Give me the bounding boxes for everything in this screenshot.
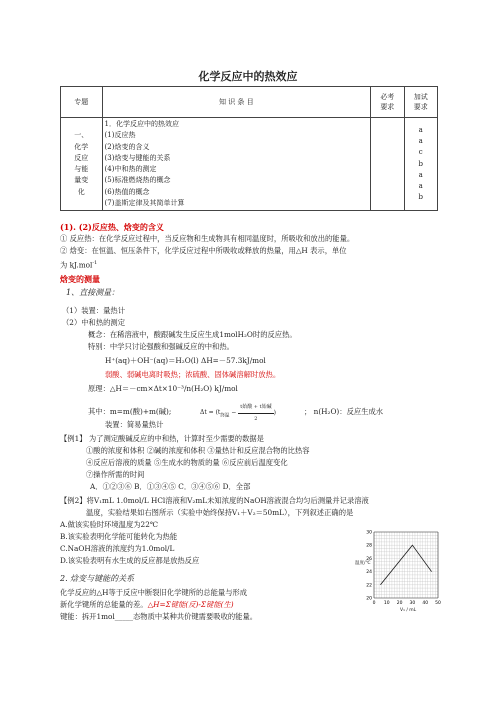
device-line: （1）装置：量热计 [62,306,126,315]
example-2-line-2: 温度，实验结果如右图所示（实验中始终保持V₁＋V₂＝50mL），下列叙述正确的是 [86,508,354,517]
option-c: C.NaOH溶液的浓度约为1.0mol/L [60,544,175,553]
bond-energy-p3: 键能：拆开1mol_____态物质中某种共价键需要吸收的能量。 [60,612,258,621]
page-title: 化学反应中的热效应 [198,70,298,83]
x-tick-label: 50 [435,601,441,606]
example-1-line-1: ①酸的浓度和体积 ②碱的浓度和体积 ③量热计和反应混合物的比热容 [86,446,310,455]
chart-grid [374,532,438,598]
temperature-chart [352,526,444,616]
example-1-line-2: ④反应后溶液的质量 ⑤生成水的物质的量 ⑥反应前后温度变化 [86,458,288,467]
syllabus-table [60,86,438,211]
ionic-equation: H⁺(aq)＋OH⁻(aq)＝H₂O(l) ΔH=－57.3kJ/mol [105,356,266,365]
note-line: 弱酸、弱碱电离时吸热；浓硫酸、固体碱溶解时放热。 [105,370,281,379]
y-tick-label: 20 [366,596,372,602]
paragraph-enthalpy: ② 焓变：在恒温、恒压条件下，化学反应过程中所吸收或释放的热量，用△H 表示，单位 [60,246,347,255]
special-line: 特别：中学只讨论强酸和强碱反应的中和热。 [88,342,234,351]
items-cell: 1．化学反应中的热效应 (1)反应热 (2)焓变的含义 (3)焓变与键能的关系 (4)中和热的测定 (5)标准燃烧热的概念 (6)热值的概念 (7)盖斯定律及其简单计算 [102,118,371,211]
where-line: 其中：m=m(酸)+m(碱); [88,407,172,416]
bond-energy-p1: 化学反应的△H等于反应中断裂旧化学键所的总能量与形成 [60,588,248,597]
col-items-header: 知 识 条 目 [102,87,371,118]
topic-cell: 一、 化学 反应 与能 量变 化 [61,118,103,211]
example-1: 【例1】 为了测定酸碱反应的中和热，计算时至少需要的数据是 [60,434,264,443]
example-2: 【例2】将V₁mL 1.0mol/L HCl溶液和V₂mL未知浓度的NaOH溶液混合均匀后测量并记录溶液 [60,496,369,505]
neutral-heat-line: （2）中和热的测定 [62,318,126,327]
chart-x-axis-label: V₁ / mL [400,608,417,613]
chart-y-axis-label: 温度/℃ [355,561,371,566]
example-1-options: A．①②③⑥ B．①③④⑤ C．③④⑤⑥ D．全部 [90,482,251,491]
concept-line: 概念：在稀溶液中，酸跟碱发生反应生成1molH₂O时的反应热。 [88,330,297,339]
x-tick-label: 40 [422,601,429,606]
option-a: A.做该实验时环境温度为22℃ [60,520,159,529]
x-tick-label: 0 [372,601,376,606]
principle-line: 原理：△H＝－cm×Δt×10⁻³/n(H₂O) kJ/mol [88,384,238,393]
delta-t-formula: $\Delta t = (t_{终温}$ − t始酸 + t始碱 2 ) [200,404,276,422]
bond-energy-p2: 新化学键所的总能量的差。△H=Σ键能(反)-Σ键能(生) [60,600,234,609]
y-tick-label: 22 [366,583,372,589]
y-tick-label: 26 [366,556,372,562]
paragraph-enthalpy-unit: 为 kJ.mol$^{-1}$ [60,260,98,270]
option-d: D.该实验表明有水生成的反应都是放热反应 [60,556,200,565]
paragraph-reaction-heat: ① 反应热：在化学反应过程中，当反应物和生成物具有相同温度时，所吸收和放出的能量。 [60,234,355,243]
chart-ticks [366,530,441,607]
subheading-direct: 1、直接测量： [66,288,120,297]
x-tick-label: 10 [383,601,390,606]
required-cell [371,118,404,211]
col-required-header: 必考 要求 [371,87,404,118]
x-tick-label: 30 [409,601,416,606]
y-tick-label: 24 [366,570,372,576]
device2-line: 装置：简易量热计 [105,420,164,429]
example-1-line-3: ⑦操作所需的时间 [86,470,145,479]
section-heading-2: 焓变的测量 [60,274,100,284]
section-heading-1: (1). (2)反应热、焓变的含义 [60,222,164,232]
y-tick-label: 30 [366,530,372,536]
advanced-cell: a a c b a a b [404,118,437,211]
where-line-2: ； n(H₂O)：反应生成水 [304,407,384,416]
y-tick-label: 28 [366,543,372,549]
section-heading-3: 2. 焓变与键能的关系 [60,574,135,583]
col-advanced-header: 加试 要求 [404,87,437,118]
option-b: B.该实验表明化学能可能转化为热能 [60,532,178,541]
col-topic-header: 专题 [61,87,103,118]
x-tick-label: 20 [396,601,403,606]
